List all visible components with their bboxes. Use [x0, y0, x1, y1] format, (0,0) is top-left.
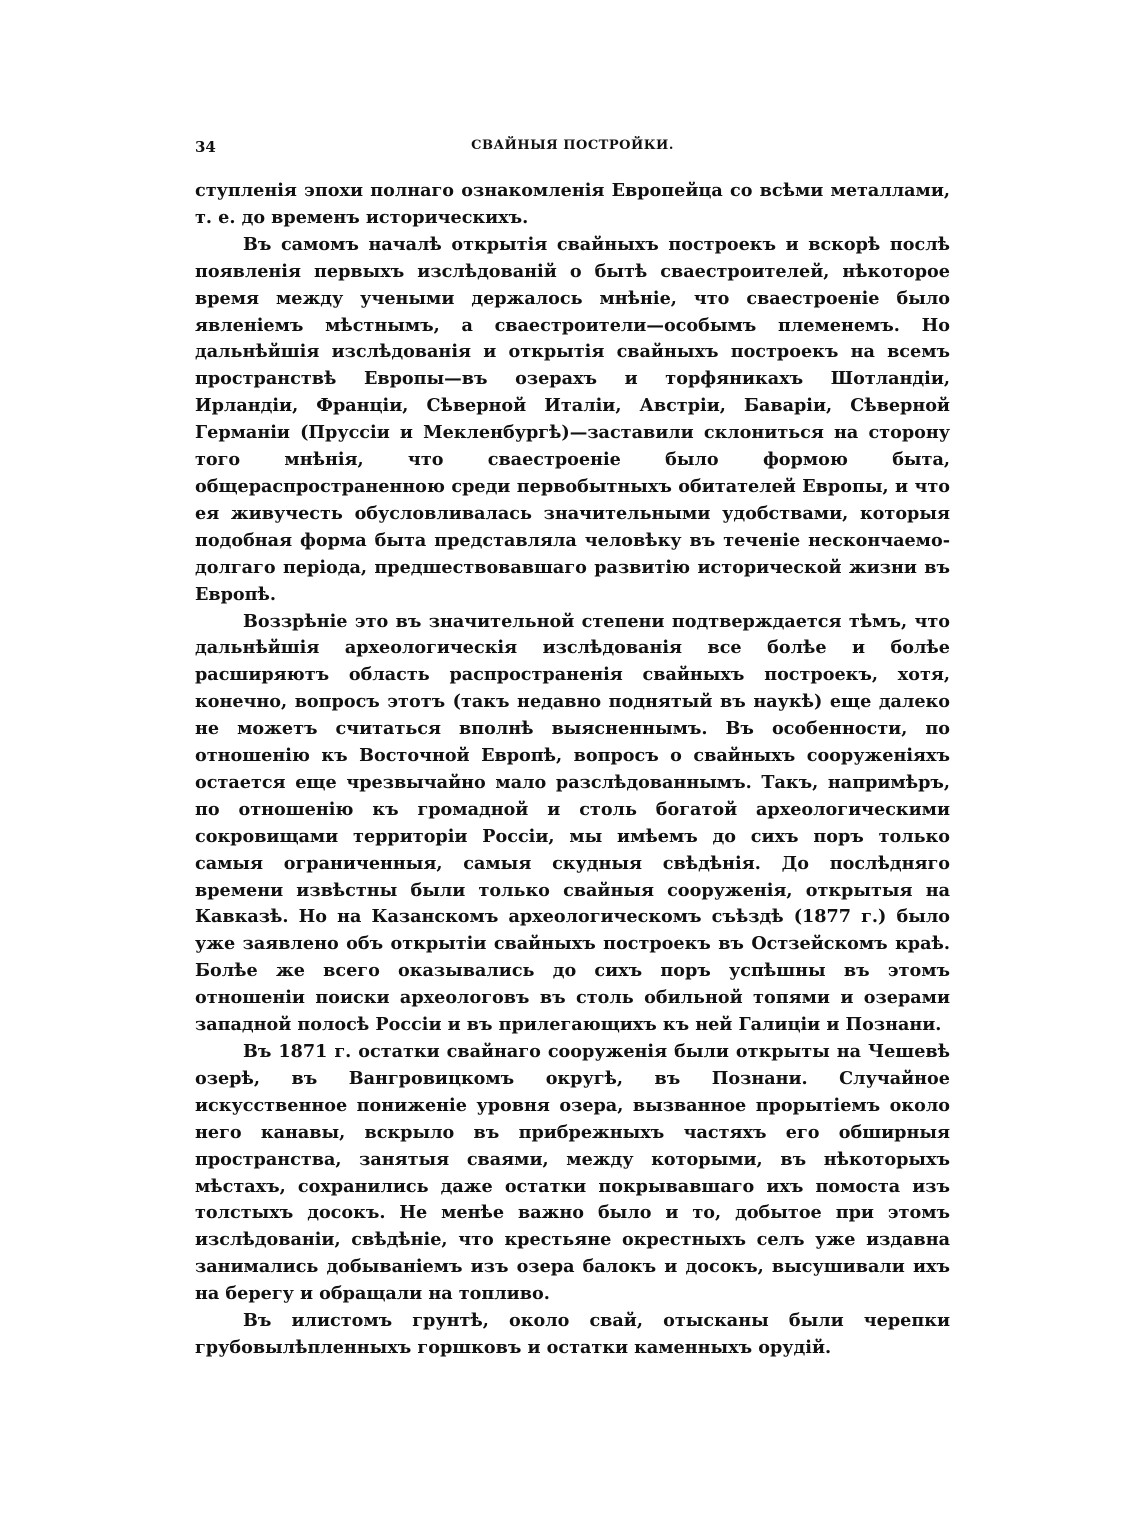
paragraph: Воззрѣніе это въ значительной степени подтверждается тѣмъ, что дальнѣйшія археологическія изслѣдованія все болѣе и болѣе расширяютъ область распространенія свайныхъ построекъ, хотя, конечно, вопросъ этотъ (такъ недавно поднятый въ наукѣ) еще далеко не можетъ считаться вполнѣ выясненнымъ. Въ особенности, по отношенію къ Восточной Европѣ, вопросъ о свайныхъ сооруженіяхъ остается еще чрезвычайно мало разслѣдованнымъ. Такъ, напримѣръ, по отношенію къ громадной и столь богатой археологическими сокровищами территоріи Россіи, мы имѣемъ до сихъ поръ только самыя ограниченныя, самыя скудныя свѣдѣнія. До послѣдняго времени извѣстны были только свайныя сооруженія, открытыя на Кавказѣ. Но на Казанскомъ археологическомъ съѣздѣ (1877 г.) было уже заявлено объ открытіи свайныхъ построекъ въ Остзейскомъ краѣ. Болѣе же всего оказывались до сихъ поръ успѣшны въ этомъ отношеніи поиски археологовъ въ столь обильной топями и озерами западной полосѣ Россіи и въ прилегающихъ къ ней Галиціи и Познани.	[195, 610, 950, 1036]
running-title: СВАЙНЫЯ ПОСТРОЙКИ.	[471, 138, 674, 153]
paragraph: Въ 1871 г. остатки свайнаго сооруженія были открыты на Чешевѣ озерѣ, въ Вангровицкомъ округѣ, въ Познани. Случайное искусственное пониженіе уровня озера, вызванное прорытіемъ около него канавы, вскрыло въ прибрежныхъ частяхъ его обширныя пространства, занятыя сваями, между которыми, въ нѣкоторыхъ мѣстахъ, сохранились даже остатки покрывавшаго ихъ помоста изъ толстыхъ досокъ. Не менѣе важно было и то, добытое при этомъ изслѣдованіи, свѣдѣніе, что крестьяне окрестныхъ селъ уже издавна занимались добываніемъ изъ озера балокъ и досокъ, высушивали ихъ на берегу и обращали на топливо.	[195, 1041, 950, 1305]
paragraph: Въ самомъ началѣ открытія свайныхъ построекъ и вскорѣ послѣ появленія первыхъ изслѣдованій о бытѣ сваестроителей, нѣкоторое время между учеными держалось мнѣніе, что сваестроеніе было явленіемъ мѣстнымъ, а сваестроители—особымъ племенемъ. Но дальнѣйшія изслѣдованія и открытія свайныхъ построекъ на всемъ пространствѣ Европы—въ озерахъ и торфяникахъ Шотландіи, Ирландіи, Франціи, Сѣверной Италіи, Австріи, Баваріи, Сѣверной Германіи (Пруссіи и Мекленбургѣ)—заставили склониться на сторону того мнѣнія, что сваестроеніе было формою быта, общераспространенною среди первобытныхъ обитателей Европы, и что ея живучесть обусловливалась значительными удобствами, которыя подобная форма быта представляла человѣку въ теченіе нескончаемо-долгаго періода, предшествовавшаго развитію исторической жизни въ Европѣ.	[195, 233, 950, 605]
paragraph: ступленія эпохи полнаго ознакомленія Европейца со всѣми металлами, т. е. до временъ историческихъ.	[195, 180, 950, 228]
page-number: 34	[195, 138, 216, 156]
paragraph: Въ илистомъ грунтѣ, около свай, отысканы были черепки грубовылѣпленныхъ горшковъ и остатки каменныхъ орудій.	[195, 1310, 950, 1358]
body-text	[195, 178, 950, 1362]
page-header	[195, 138, 950, 168]
